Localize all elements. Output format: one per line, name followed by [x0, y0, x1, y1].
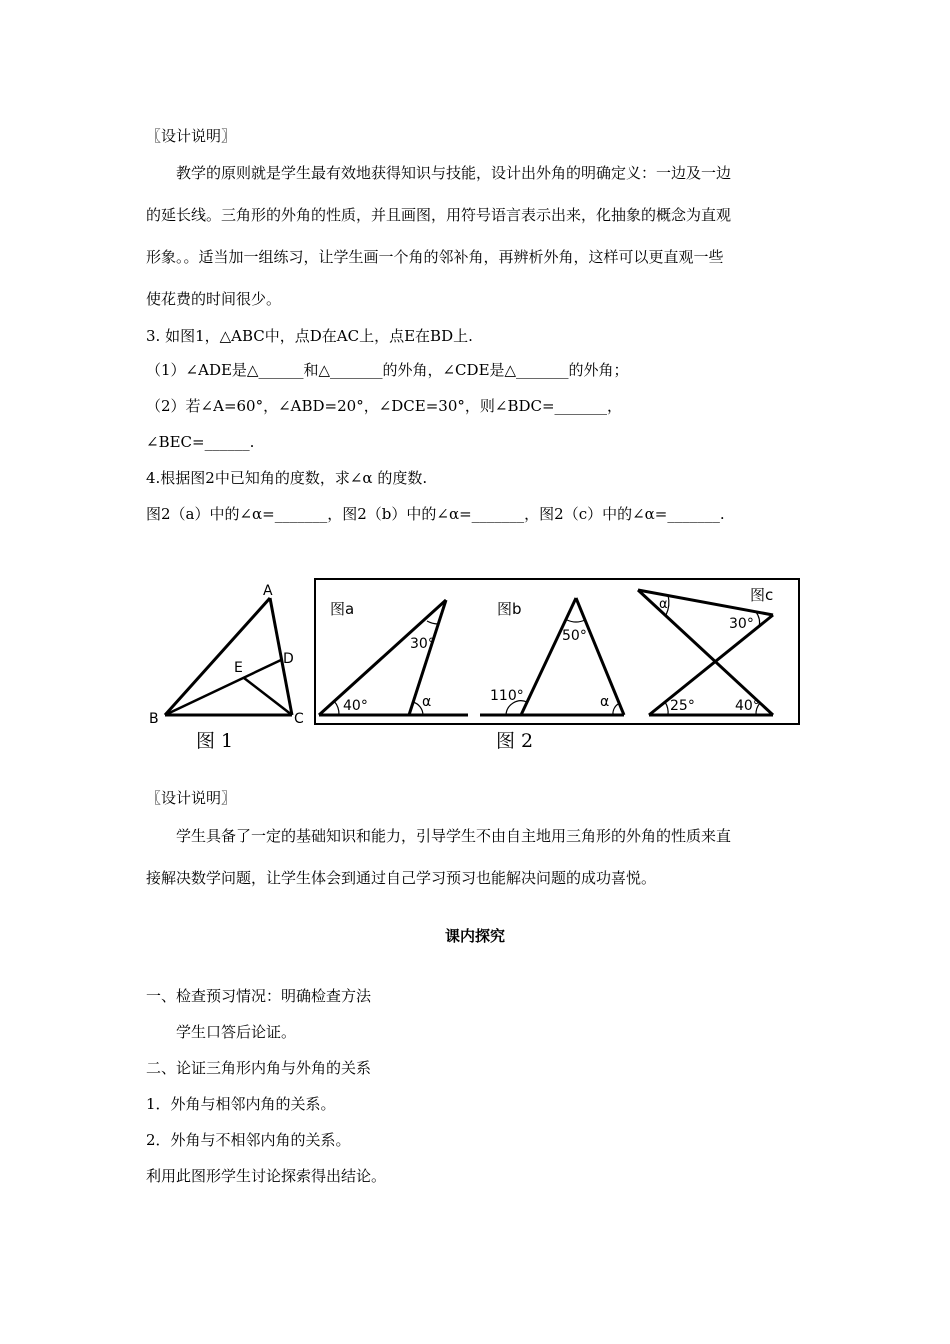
figure-2c-angle-right-top: 30°	[729, 616, 754, 632]
figure-2b-angle-top: 50°	[562, 628, 587, 644]
section-title: 课内探究	[444, 927, 505, 945]
question-3-part-1: （1）∠ADE是△______和△_______的外角，∠CDE是△_______的外角；	[146, 361, 629, 379]
paragraph-line: 教学的原则就是学生最有效地获得知识与技能，设计出外角的明确定义：一边及一边	[176, 164, 732, 182]
figure-2a-alpha: α	[422, 694, 432, 710]
label-d: D	[283, 651, 294, 667]
arc-alpha-b	[613, 704, 618, 715]
design-note-2-paragraph	[146, 826, 808, 910]
design-note-paragraph	[146, 163, 808, 331]
paragraph-line: 形象。。适当加一组练习，让学生画一个角的邻补角，再辨析外角，这样可以更直观一些	[146, 248, 724, 266]
question-3-part-2b: ∠BEC=______.	[146, 433, 255, 451]
label-c: C	[294, 711, 304, 727]
figure-2-caption: 图 2	[496, 730, 534, 752]
paragraph-line: 使花费的时间很少。	[146, 290, 282, 308]
paragraph-line: 的延长线。三角形的外角的性质，并且画图，用符号语言表示出来，化抽象的概念为直观	[146, 206, 732, 224]
section-item-2: 二、论证三角形内角与外角的关系	[146, 1059, 372, 1077]
section-item-2-2: 2．外角与不相邻内角的关系。	[146, 1131, 351, 1149]
figure-2a-angle-left: 40°	[343, 698, 368, 714]
paragraph-line: 学生具备了一定的基础知识和能力，引导学生不由自主地用三角形的外角的性质来直	[176, 827, 732, 845]
side-ab	[165, 598, 270, 715]
figure-1-caption: 图 1	[196, 730, 234, 752]
figure-1	[165, 598, 292, 715]
figure-2b-alpha: α	[600, 694, 610, 710]
label-a: A	[263, 583, 273, 599]
figure-2a-label: 图a	[330, 600, 355, 618]
paragraph-line: 接解决数学问题，让学生体会到通过自己学习预习也能解决问题的成功喜悦。	[146, 869, 657, 887]
label-e: E	[234, 660, 243, 676]
arc-30-c	[756, 612, 760, 627]
figures	[146, 578, 806, 758]
figure-2c-alpha: α	[659, 597, 668, 612]
question-4-answers: 图2（a）中的∠α=_______，图2（b）中的∠α=_______，图2（c）中的∠α=_______.	[146, 505, 725, 523]
section-item-1: 一、检查预习情况：明确检查方法	[146, 987, 372, 1005]
design-note-heading: 〖设计说明〗	[146, 127, 237, 145]
question-4-stem: 4.根据图2中已知角的度数，求∠α 的度数.	[146, 469, 428, 487]
arc-50	[567, 620, 585, 622]
segment-bd	[165, 660, 281, 715]
figure-2c-label: 图c	[750, 586, 774, 604]
question-3-stem: 3. 如图1，△ABC中，点D在AC上，点E在BD上.	[146, 327, 473, 345]
arc-40	[334, 701, 339, 715]
section-item-1-sub: 学生口答后论证。	[176, 1023, 297, 1041]
label-b: B	[149, 711, 159, 727]
figure-2b-angle-ext: 110°	[490, 688, 524, 704]
arc-30	[427, 621, 438, 624]
figure-2c-angle-left-bottom: 25°	[670, 698, 695, 714]
design-note-2-heading: 〖设计说明〗	[146, 789, 237, 807]
figure-2b-label: 图b	[497, 600, 522, 618]
section-closing: 利用此图形学生讨论探索得出结论。	[146, 1167, 387, 1185]
section-item-2-1: 1．外角与相邻内角的关系。	[146, 1095, 336, 1113]
side-b-left	[521, 598, 576, 715]
figure-2c-angle-right-bottom: 40°	[735, 698, 760, 714]
question-3-part-2: （2）若∠A=60°，∠ABD=20°，∠DCE=30°，则∠BDC=_______，	[146, 397, 623, 415]
arc-25	[665, 702, 668, 715]
figure-2a-angle-top: 30°	[410, 636, 435, 652]
